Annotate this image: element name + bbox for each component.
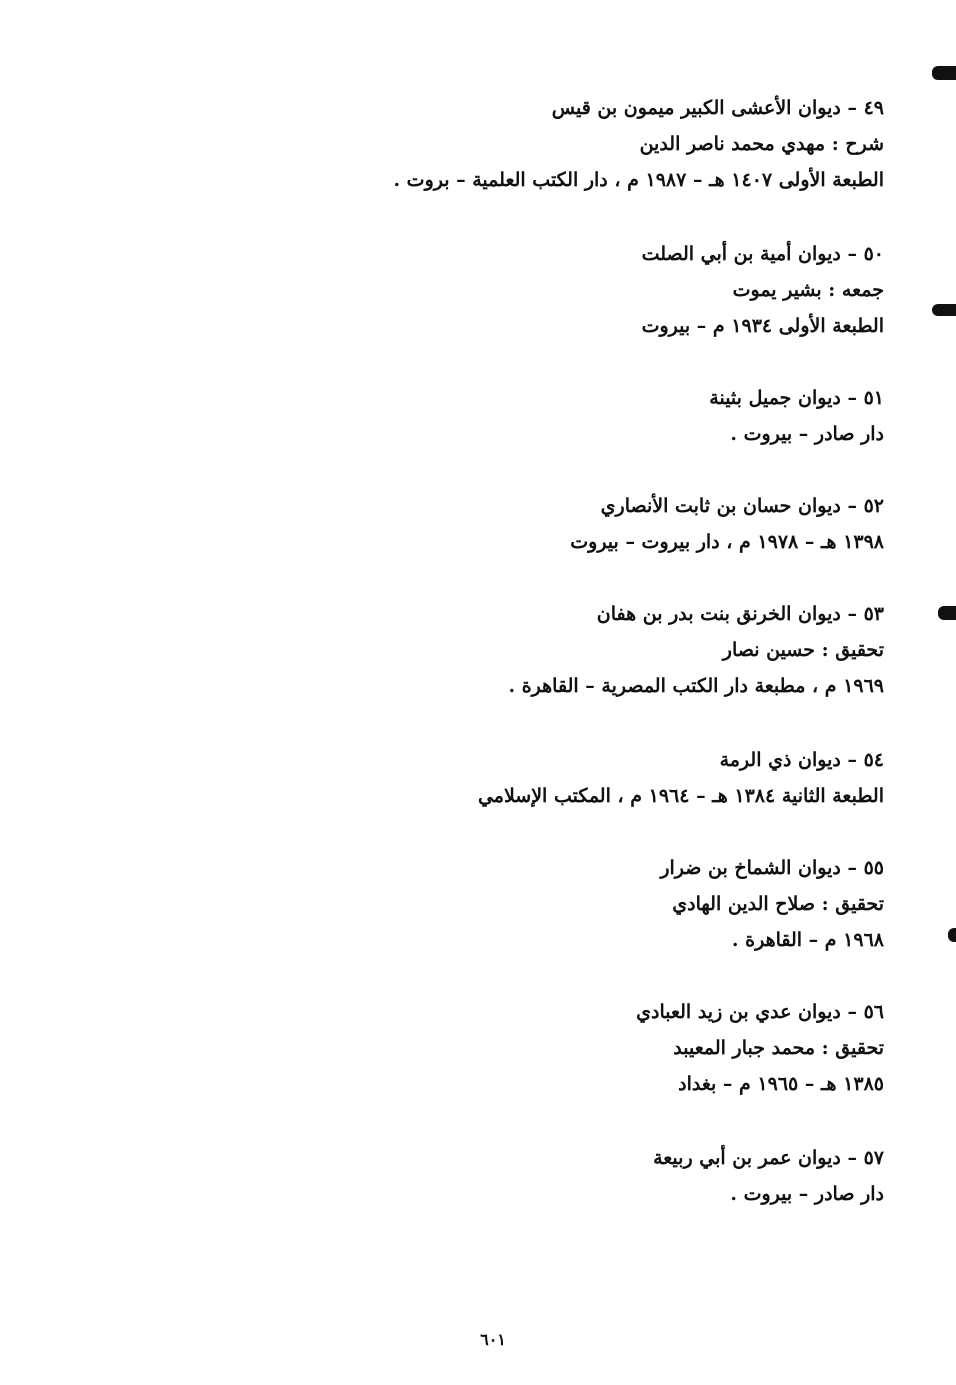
- entry-publication: دار صادر – بيروت .: [730, 423, 884, 445]
- entry-title: ٥٣ – ديوان الخرنق بنت بدر بن هفان: [596, 603, 884, 625]
- entry-publication: ١٩٦٨ م – القاهرة .: [731, 929, 884, 951]
- entry-publication: الطبعة الأولى ١٤٠٧ هـ – ١٩٨٧ م ، دار الكتب العلمية – بروت .: [393, 169, 884, 191]
- entry-publication: الطبعة الثانية ١٣٨٤ هـ – ١٩٦٤ م ، المكتب الإسلامي: [477, 785, 884, 807]
- entry-title: ٥١ – ديوان جميل بثينة: [709, 387, 884, 409]
- entry-publication: الطبعة الأولى ١٩٣٤ م – بيروت: [641, 315, 884, 337]
- bibliography-entry-51: [284, 380, 884, 452]
- bibliography-entry-52: [284, 488, 884, 560]
- entry-title: ٤٩ – ديوان الأعشى الكبير ميمون بن قيس: [551, 97, 884, 119]
- bibliography-entry-54: [284, 742, 884, 814]
- bibliography-entry-49: [284, 90, 884, 198]
- entry-editor: تحقيق : صلاح الدين الهادي: [672, 893, 884, 915]
- scan-edge-mark: [938, 606, 956, 620]
- entry-title: ٥٧ – ديوان عمر بن أبي ربيعة: [653, 1147, 884, 1169]
- scan-edge-mark: [948, 928, 956, 942]
- entry-title: ٥٠ – ديوان أمية بن أبي الصلت: [641, 243, 884, 265]
- entry-publication: ١٩٦٩ م ، مطبعة دار الكتب المصرية – القاهرة .: [508, 675, 884, 697]
- bibliography-entry-57: [284, 1140, 884, 1212]
- page-number: ٦٠١: [480, 1330, 506, 1349]
- entry-editor: شرح : مهدي محمد ناصر الدين: [639, 133, 884, 155]
- entry-title: ٥٢ – ديوان حسان بن ثابت الأنصاري: [600, 495, 884, 517]
- entry-publication: ١٣٩٨ هـ – ١٩٧٨ م ، دار بيروت – بيروت: [570, 531, 884, 553]
- entry-editor: جمعه : بشير يموت: [732, 279, 884, 301]
- entry-publication: دار صادر – بيروت .: [730, 1183, 884, 1205]
- bibliography-entry-53: [284, 596, 884, 704]
- scan-edge-mark: [932, 304, 956, 316]
- bibliography-entry-50: [284, 236, 884, 344]
- entry-editor: تحقيق : محمد جبار المعيبد: [673, 1037, 884, 1059]
- entry-title: ٥٦ – ديوان عدي بن زيد العبادي: [636, 1001, 884, 1023]
- entry-editor: تحقيق : حسين نصار: [722, 639, 884, 661]
- bibliography-entry-56: [284, 994, 884, 1102]
- entry-title: ٥٥ – ديوان الشماخ بن ضرار: [660, 857, 884, 879]
- bibliography-entry-55: [284, 850, 884, 958]
- entry-title: ٥٤ – ديوان ذي الرمة: [719, 749, 884, 771]
- scan-edge-mark: [932, 66, 956, 80]
- entry-publication: ١٣٨٥ هـ – ١٩٦٥ م – بغداد: [678, 1073, 884, 1095]
